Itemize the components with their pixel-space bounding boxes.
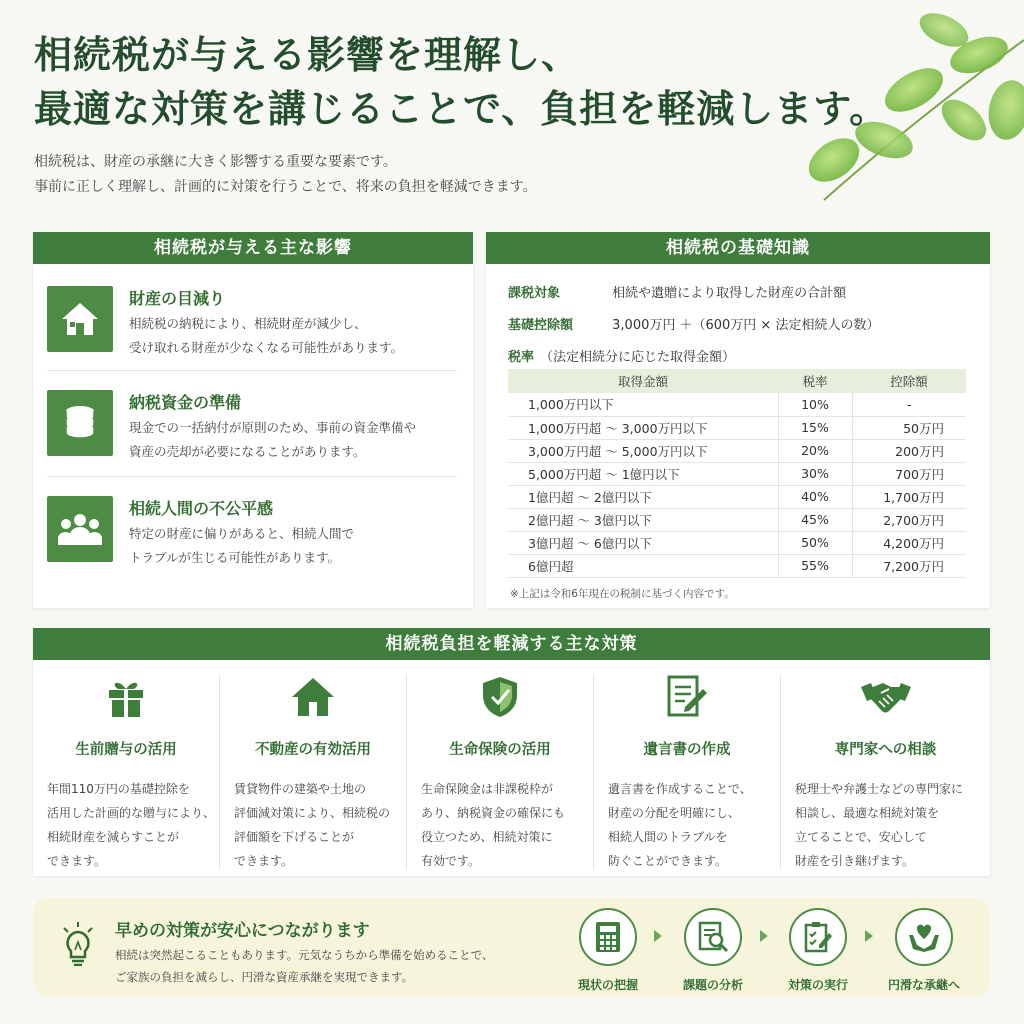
- measure-title: 生前贈与の活用: [75, 742, 177, 758]
- table-row: 1,000万円以下 10% -: [508, 393, 966, 416]
- table-row: 2億円超 ～ 3億円以下 45% 2,700万円: [508, 508, 966, 531]
- calculator-icon: [579, 908, 637, 966]
- measure-item: [781, 674, 990, 870]
- measure-item: [407, 674, 594, 870]
- divider: [47, 370, 457, 371]
- step-item: [673, 908, 753, 993]
- measure-desc: 税理士や弁護士などの専門家に 相談し、最適な相続対策を 立てることで、安心して 財産を引き継げます。: [795, 782, 964, 868]
- effects-panel: [33, 232, 473, 608]
- house-icon: [47, 286, 113, 352]
- arrow-right-icon: [760, 930, 768, 942]
- lead-line-1: 相続税は、財産の承継に大きく影響する重要な要素です。: [34, 154, 397, 170]
- shield-icon: [407, 674, 593, 720]
- tax-rate-table: [508, 369, 966, 578]
- coins-icon: [47, 390, 113, 456]
- measure-desc: 生命保険金は非課税枠が あり、納税資金の確保にも 役立つため、相続対策に 有効です。: [421, 782, 566, 868]
- gift-icon: [33, 674, 219, 720]
- step-label: 現状の把握: [577, 978, 638, 992]
- step-item: [884, 908, 964, 993]
- table-row: 1億円超 ～ 2億円以下 40% 1,700万円: [508, 485, 966, 508]
- arrow-right-icon: [865, 930, 873, 942]
- measure-title: 遺言書の作成: [643, 742, 731, 758]
- table-row: 1,000万円超 ～ 3,000万円以下 15% 50万円: [508, 416, 966, 439]
- people-icon: [47, 496, 113, 562]
- measure-title: 専門家への相談: [834, 742, 937, 758]
- step-item: [568, 908, 648, 993]
- measure-desc: 遺言書を作成することで、 財産の分配を明確にし、 相続人間のトラブルを 防ぐことができます。: [608, 782, 752, 868]
- divider: [47, 476, 457, 477]
- measures-header: 相続税負担を軽減する主な対策: [33, 628, 990, 660]
- step-item: [778, 908, 858, 993]
- effect-desc: 現金での一括納付が原則のため、事前の資金準備や 資産の売却が必要になることがあります。: [129, 420, 417, 459]
- step-label: 対策の実行: [787, 978, 848, 992]
- basics-header: 相続税の基礎知識: [486, 232, 990, 264]
- deduction-row: [508, 314, 879, 333]
- table-row: 3,000万円超 ～ 5,000万円以下 20% 200万円: [508, 439, 966, 462]
- callout-text: 相続は突然起こることもあります。元気なうちから準備を始めることで、 ご家族の負担を減らし、円滑な資産承継を実現できます。: [115, 948, 494, 984]
- basics-panel: [486, 232, 990, 608]
- heart-hands-icon: [895, 908, 953, 966]
- hero: [34, 28, 934, 200]
- effect-title: 相続人間の不公平感: [129, 499, 274, 518]
- deduction-value: 3,000万円 ＋（600万円 × 法定相続人の数）: [612, 318, 880, 333]
- title-line-1: 相続税が与える影響を理解し、: [34, 32, 581, 77]
- measure-desc: 賃貸物件の建築や土地の 評価減対策により、相続税の 評価額を下げることが できます。: [234, 782, 391, 868]
- column-header: 取得金額: [508, 369, 778, 393]
- table-row: 6億円超 55% 7,200万円: [508, 554, 966, 577]
- handshake-icon: [781, 674, 990, 720]
- bottom-callout: [33, 898, 990, 996]
- title-line-2: 最適な対策を講じることで、負担を軽減します。: [34, 86, 889, 131]
- effect-title: 納税資金の準備: [129, 393, 242, 412]
- taxable-row: [508, 282, 846, 301]
- magnifier-document-icon: [684, 908, 742, 966]
- arrow-right-icon: [654, 930, 662, 942]
- will-document-icon: [594, 674, 780, 720]
- measure-title: 生命保険の活用: [449, 742, 551, 758]
- taxable-value: 相続や遺贈により取得した財産の合計額: [612, 286, 847, 301]
- column-header: 税率: [778, 369, 852, 393]
- measure-desc: 年間110万円の基礎控除を 活用した計画的な贈与により、 相続財産を減らすことが できます。: [47, 782, 216, 868]
- taxable-key: 課税対象: [508, 286, 561, 301]
- callout-title: 早めの対策が安心につながります: [115, 921, 370, 941]
- checklist-icon: [789, 908, 847, 966]
- measure-title: 不動産の有効活用: [255, 742, 371, 758]
- effect-desc: 相続税の納税により、相続財産が減少し、 受け取れる財産が少なくなる可能性があります。: [129, 316, 404, 355]
- measure-item: [594, 674, 781, 870]
- footnote: ※上記は令和6年現在の税制に基づく内容です。: [510, 588, 735, 600]
- rate-title: 税率 （法定相続分に応じた取得金額）: [508, 350, 736, 365]
- lead-text: [34, 150, 934, 200]
- effects-header: 相続税が与える主な影響: [33, 232, 473, 264]
- measure-item: [33, 674, 220, 870]
- table-row: 5,000万円超 ～ 1億円以下 30% 700万円: [508, 462, 966, 485]
- measure-item: [220, 674, 407, 870]
- house-icon: [220, 674, 406, 720]
- step-label: 円滑な承継へ: [887, 978, 960, 992]
- table-row: 3億円超 ～ 6億円以下 50% 4,200万円: [508, 531, 966, 554]
- page-title: [34, 28, 934, 136]
- lead-line-2: 事前に正しく理解し、計画的に対策を行うことで、将来の負担を軽減できます。: [34, 179, 537, 195]
- measures-panel: [33, 628, 990, 876]
- deduction-key: 基礎控除額: [508, 318, 574, 333]
- lightbulb-icon: [61, 922, 95, 970]
- step-label: 課題の分析: [682, 978, 743, 992]
- column-header: 控除額: [852, 369, 966, 393]
- effect-desc: 特定の財産に偏りがあると、相続人間で トラブルが生じる可能性があります。: [129, 526, 355, 565]
- effect-title: 財産の目減り: [129, 289, 226, 308]
